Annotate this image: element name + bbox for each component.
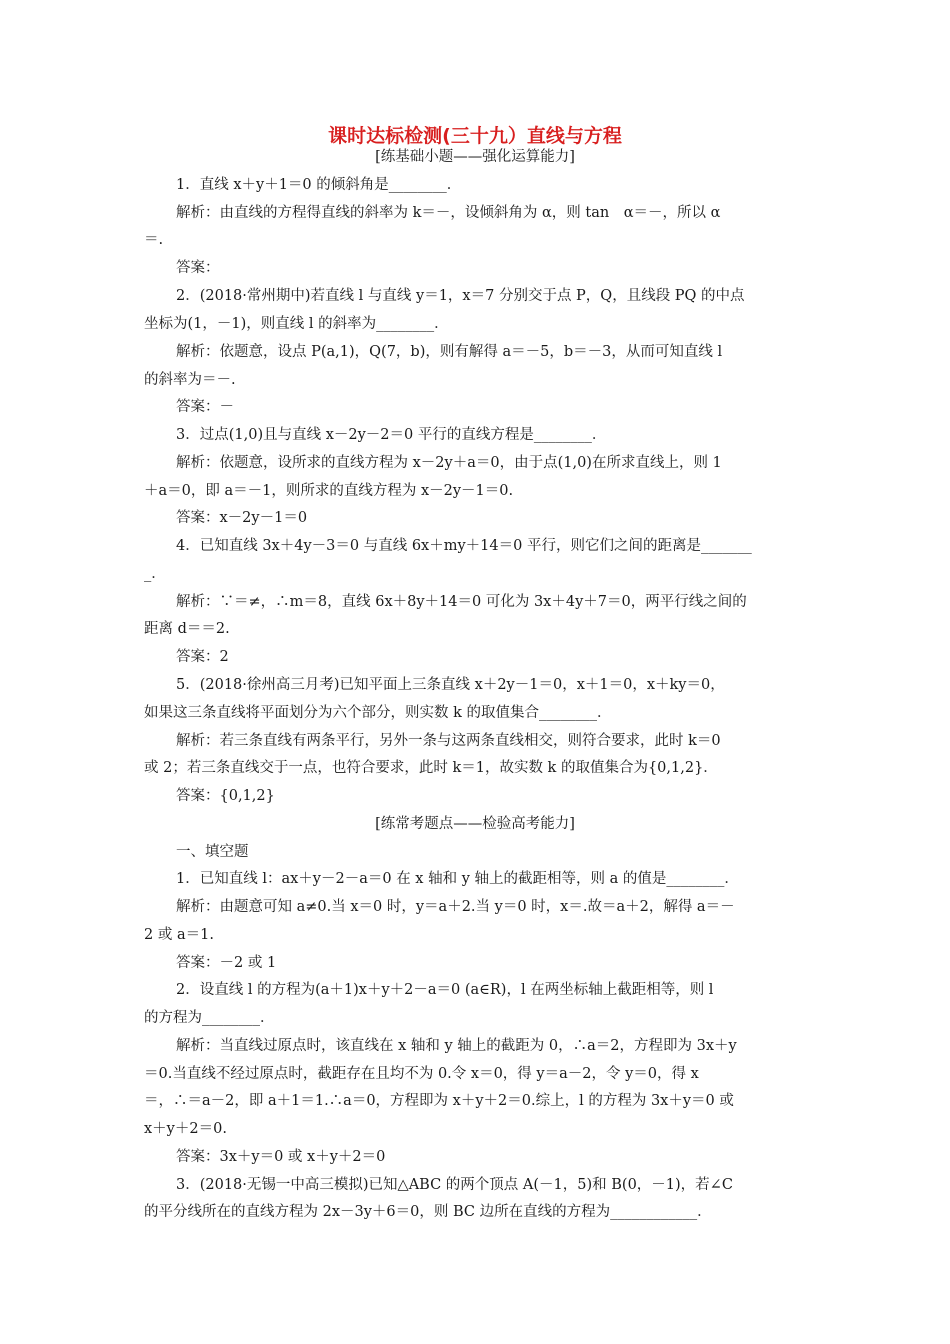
text-line: 解析：由题意可知 a≠0.当 x＝0 时，y＝a＋2.当 y＝0 时，x＝.故＝a＋2，解得 a＝－ bbox=[176, 899, 735, 915]
text-line: 答案： bbox=[176, 260, 220, 276]
text-line: 2．(2018·常州期中)若直线 l 与直线 y＝1，x＝7 分别交于点 P，Q，且线段 PQ 的中点 bbox=[176, 288, 745, 304]
text-line: 4．已知直线 3x＋4y－3＝0 与直线 6x＋my＋14＝0 平行，则它们之间的距离是_______ bbox=[176, 538, 752, 554]
text-line: 答案：x－2y－1＝0 bbox=[176, 510, 308, 526]
text-line: _． bbox=[144, 566, 166, 582]
section-heading-basic: [练基础小题——强化运算能力] bbox=[375, 149, 575, 165]
text-line: 答案：－ bbox=[176, 399, 234, 415]
text-line: 1．直线 x＋y＋1＝0 的倾斜角是________． bbox=[176, 177, 462, 193]
text-line: 答案：3x＋y＝0 或 x＋y＋2＝0 bbox=[176, 1149, 386, 1165]
text-line: 3．过点(1,0)且与直线 x－2y－2＝0 平行的直线方程是________． bbox=[176, 427, 607, 443]
section-heading-exam: [练常考题点——检验高考能力] bbox=[375, 816, 575, 832]
text-line: 或 2；若三条直线交于一点，也符合要求，此时 k＝1，故实数 k 的取值集合为{0,1,2}． bbox=[144, 760, 718, 776]
text-line: 3．(2018·无锡一中高三模拟)已知△ABC 的两个顶点 A(－1，5)和 B(0，－1)，若∠C bbox=[176, 1177, 733, 1193]
text-line: 2 或 a＝1. bbox=[144, 927, 214, 943]
text-line: 解析：∵＝≠，∴m＝8，直线 6x＋8y＋14＝0 可化为 3x＋4y＋7＝0，两平行线之间的 bbox=[176, 594, 747, 610]
text-line: 解析：若三条直线有两条平行，另外一条与这两条直线相交，则符合要求，此时 k＝0 bbox=[176, 733, 721, 749]
text-line: 解析：当直线过原点时，该直线在 x 轴和 y 轴上的截距为 0，∴a＝2，方程即为 3x＋y bbox=[176, 1038, 737, 1054]
text-line: 坐标为(1，－1)，则直线 l 的斜率为________． bbox=[144, 316, 449, 332]
text-line: 的方程为________． bbox=[144, 1010, 275, 1026]
page-title: 课时达标检测(三十九）直线与方程 bbox=[328, 125, 622, 147]
text-line: 2．设直线 l 的方程为(a＋1)x＋y＋2－a＝0 (a∈R)，l 在两坐标轴上截距相等，则 l bbox=[176, 982, 714, 998]
text-line: 一、填空题 bbox=[176, 844, 249, 860]
text-line: ＋a＝0，即 a＝－1，则所求的直线方程为 x－2y－1＝0. bbox=[144, 483, 514, 499]
text-line: 1．已知直线 l：ax＋y－2－a＝0 在 x 轴和 y 轴上的截距相等，则 a 的值是________． bbox=[176, 871, 739, 887]
text-line: 解析：依题意，设点 P(a,1)，Q(7，b)，则有解得 a＝－5，b＝－3，从而可知直线 l bbox=[176, 344, 723, 360]
text-line: 距离 d＝＝2. bbox=[144, 621, 230, 637]
text-line: 答案：{0,1,2} bbox=[176, 788, 275, 804]
text-line: 的平分线所在的直线方程为 2x－3y＋6＝0，则 BC 边所在直线的方程为____________． bbox=[144, 1204, 712, 1220]
text-line: ＝. bbox=[144, 232, 164, 248]
text-line: ＝0.当直线不经过原点时，截距存在且均不为 0.令 x＝0，得 y＝a－2，令 y＝0，得 x bbox=[144, 1066, 699, 1082]
text-line: x＋y＋2＝0. bbox=[144, 1121, 227, 1137]
text-line: 如果这三条直线将平面划分为六个部分，则实数 k 的取值集合________． bbox=[144, 705, 612, 721]
text-line: 答案：2 bbox=[176, 649, 229, 665]
text-line: ＝，∴＝a－2，即 a＋1＝1.∴a＝0，方程即为 x＋y＋2＝0.综上，l 的方程为 3x＋y＝0 或 bbox=[144, 1093, 734, 1109]
text-line: 解析：依题意，设所求的直线方程为 x－2y＋a＝0，由于点(1,0)在所求直线上，则 1 bbox=[176, 455, 722, 471]
text-line: 解析：由直线的方程得直线的斜率为 k＝－，设倾斜角为 α，则 tan α＝－，所以 α bbox=[176, 205, 721, 221]
text-line: 答案：－2 或 1 bbox=[176, 955, 277, 971]
text-line: 5．(2018·徐州高三月考)已知平面上三条直线 x＋2y－1＝0，x＋1＝0，x＋ky＝0， bbox=[176, 677, 725, 693]
text-line: 的斜率为＝－. bbox=[144, 372, 236, 388]
